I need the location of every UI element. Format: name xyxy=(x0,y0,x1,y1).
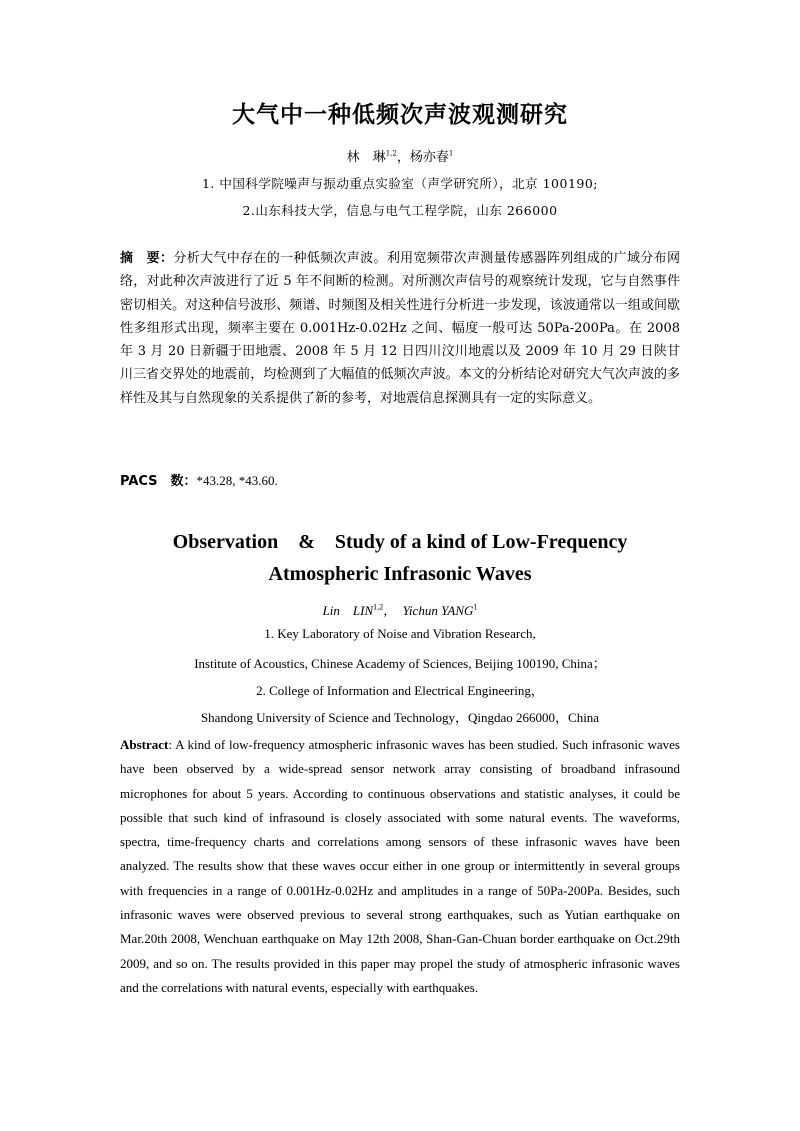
english-affiliation-3: 2. College of Information and Electrical Engineering， xyxy=(256,683,544,698)
chinese-affiliation-2: 2.山东科技大学，信息与电气工程学院，山东 266000 xyxy=(242,203,558,218)
chinese-author-2-affiliation-mark: 1 xyxy=(448,149,454,158)
english-affiliation-4: Shandong University of Science and Technology，Qingdao 266000，China xyxy=(200,710,600,725)
english-abstract-text: : A kind of low-frequency atmospheric infrasonic waves has been studied. Such infrasonic waves have been observed by a wide-spread sensor network array consisting of broadband infrasound microphones for about 5 years. According to continuous observations and statistic analyses, it could be possible that such kind of infrasound is closely associated with some natural events. The waveforms, spectra, time-frequency charts and correlations among sensors of these infrasonic waves have been analyzed. The results show that these waves occur either in one group or intermittently in several groups with frequencies in a range of 0.001Hz-0.02Hz and amplitudes in a range of 50Pa-200Pa. Besides, such infrasonic waves were observed previous to several strong earthquakes, such as Yutian earthquake on Mar.20th 2008, Wenchuan earthquake on May 12th 2008, Shan-Gan-Chuan border earthquake on Oct.29th 2009, and so on. The results provided in this paper may propel the study of atmospheric infrasonic waves and the correlations with natural events, especially with earthquakes. xyxy=(120,737,680,995)
chinese-author-separator: ， xyxy=(396,150,410,165)
english-affiliation-1: 1. Key Laboratory of Noise and Vibration Research, xyxy=(264,626,536,641)
chinese-abstract xyxy=(120,247,680,410)
chinese-abstract-text: 分析大气中存在的一种低频次声波。利用宽频带次声测量传感器阵列组成的广域分布网络，对此种次声波进行了近 5 年不间断的检测。对所测次声信号的观察统计发现，它与自然事件密切相关。对这种信号波形、频谱、时频图及相关性进行分析进一步发现，该波通常以一组或间歇性多组形式出现，频率主要在 0.001Hz-0.02Hz 之间、幅度一般可达 50Pa-200Pa。在 2008 年 3 月 20 日新疆于田地震、2008 年 5 月 12 日四川汶川地震以及 2009 年 10 月 29 日陕甘川三省交界处的地震前，均检测到了大幅值的低频次声波。本文的分析结论对研究大气次声波的多样性及其与自然现象的关系提供了新的参考，对地震信息探测具有一定的实际意义。 xyxy=(120,251,680,406)
english-author-1-affiliation-mark: 1,2 xyxy=(373,602,384,612)
english-affiliation-2: Institute of Acoustics, Chinese Academy of Sciences, Beijing 100190, China； xyxy=(194,656,606,671)
english-title-line-2: Atmospheric Infrasonic Waves xyxy=(268,563,532,585)
english-author-2-affiliation-mark: 1 xyxy=(473,602,478,612)
chinese-title: 大气中一种低频次声波观测研究 xyxy=(232,102,568,128)
english-author-1: Lin LIN xyxy=(322,603,374,618)
english-author-2: Yichun YANG xyxy=(402,603,474,618)
chinese-author-1-affiliation-mark: 1,2 xyxy=(385,149,397,158)
chinese-author-1: 林 琳 xyxy=(346,150,386,165)
chinese-abstract-label: 摘 要： xyxy=(120,251,174,266)
english-abstract xyxy=(120,733,680,1000)
chinese-authors xyxy=(0,146,800,165)
chinese-author-2: 杨亦春 xyxy=(409,150,449,165)
english-authors xyxy=(0,600,800,619)
pacs-label: PACS 数： xyxy=(120,474,197,489)
chinese-affiliation-1: 1. 中国科学院噪声与振动重点实验室（声学研究所），北京 100190; xyxy=(201,176,599,191)
english-abstract-label: Abstract xyxy=(120,737,169,752)
english-author-separator: ， xyxy=(383,603,403,618)
pacs-codes: *43.28, *43.60. xyxy=(196,473,278,488)
pacs-line xyxy=(120,470,278,489)
english-title-line-1: Observation & Study of a kind of Low-Frequency xyxy=(172,531,628,553)
